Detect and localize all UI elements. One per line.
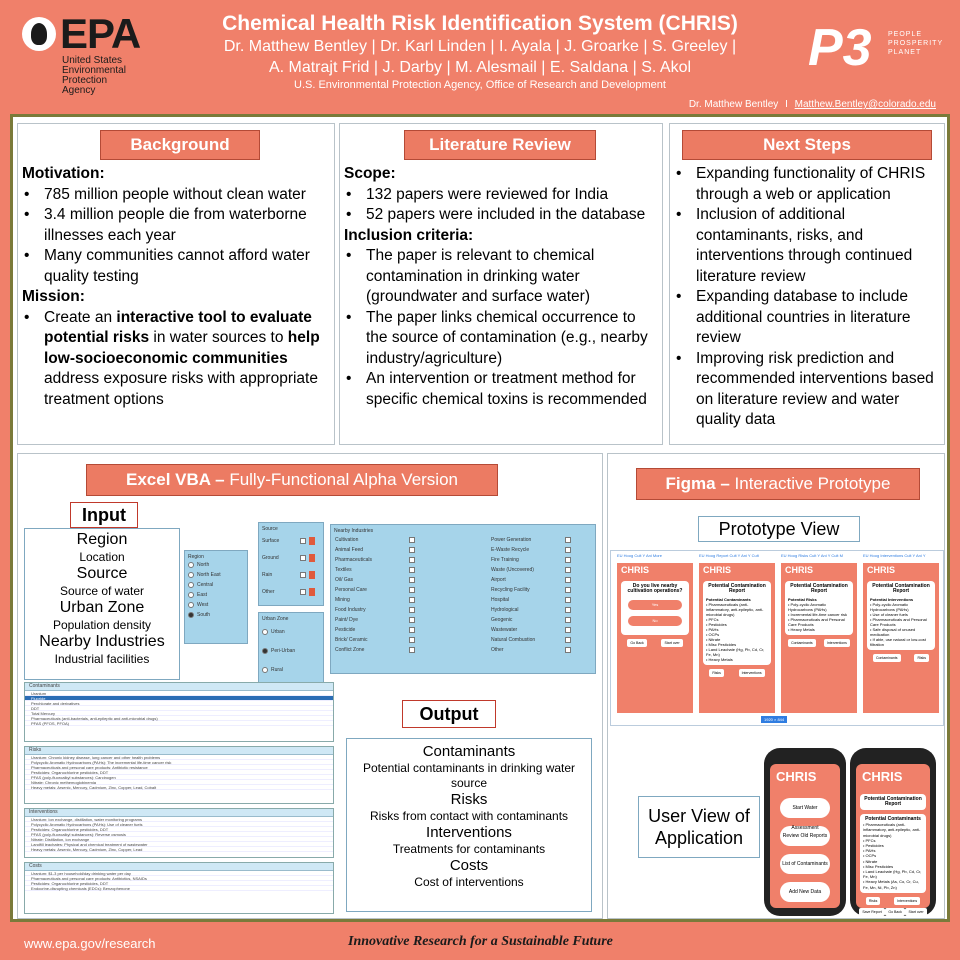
list-line[interactable]: Pharmaceuticals (anti-bacterials, anti-epileptic and anti-microbial drugs)	[25, 716, 333, 721]
scope-item: • 52 papers were included in the database	[344, 205, 660, 226]
next-step-item: • Expanding database to include additional countries in literature review	[674, 287, 942, 349]
list-line[interactable]: Polycyclic Aromatic Hydrocarbons (PAHs): The incremental life-time cancer risk	[25, 760, 333, 765]
prototype-screen: EU Hoog Cult Y Ani More CHRIS Do you live nearby cultivation operations? Yes No Go Back Start over	[617, 563, 693, 713]
industry-option[interactable]: Wastewater	[491, 625, 591, 635]
output-label: Output	[402, 700, 496, 728]
list-line[interactable]: Perchlorate and derivatives	[25, 701, 333, 706]
excel-panel	[17, 453, 603, 919]
interventions-list-form: Interventions Uranium: Ion exchange, distillation, water monitoring programs Polycyclic Aromatic Hydrocarbons (PAHs): Use of cleaner fuels Pesticides: Organochlorine pesticides, DDT PFAS (poly-fluoroalkyl substances): Reverse osmosis Nitrate: Distillation, ion exchange Landfill leachates: Physical and chemical treatment of wastewater Heavy metals: Arsenic, Mercury, Cadmium, Zinc, Copper, Lead	[24, 808, 334, 858]
industry-option[interactable]: Food Industry	[335, 605, 463, 615]
list-line[interactable]: PFAS (PFOS, PFOA)	[25, 721, 333, 726]
next-step-item: • Expanding functionality of CHRIS through a web or application	[674, 164, 942, 205]
start-assessment-button[interactable]: Start Water	[780, 798, 830, 818]
mission-heading: Mission:	[22, 288, 85, 305]
inclusion-item: • The paper is relevant to chemical contamination in drinking water (groundwater and surface water)	[344, 246, 660, 308]
contact-name: Dr. Matthew Bentley	[688, 99, 779, 110]
prototype-answer-button[interactable]: Yes	[628, 600, 682, 610]
review-reports-button[interactable]: Review Old Reports	[780, 826, 830, 846]
inclusion-item: • The paper links chemical occurrence to the source of contamination (e.g., nearby industry/agriculture)	[344, 308, 660, 370]
size-badge: 1920 × 844	[761, 716, 787, 723]
industry-option[interactable]: Airport	[491, 575, 591, 585]
phone-mockup-home: CHRIS Start Water Review Old Reports List of Contaminants Add New Data	[764, 748, 846, 916]
next-step-item: • Inclusion of additional contaminants, risks, and interventions through continued literature review	[674, 205, 942, 287]
list-line[interactable]: Polycyclic Aromatic Hydrocarbons (PAHs): Use of cleaner fuels	[25, 822, 333, 827]
source-option[interactable]: Ground	[262, 549, 320, 566]
contaminants-list-form: Contaminants Uranium Fluoride Perchlorate and derivatives DDT Total Mercury Pharmaceuticals (anti-bacterials, anti-epileptic and anti-microbial drugs) PFAS (PFOS, PFOA)	[24, 682, 334, 742]
list-line[interactable]: Pesticides: Organochlorine pesticides, DDT	[25, 881, 333, 886]
list-line[interactable]: Nitrate: Chronic methemoglobinemia	[25, 780, 333, 785]
excel-title: Excel VBA – Fully-Functional Alpha Version	[86, 464, 498, 496]
list-line[interactable]: Pharmaceuticals and personal care products: Antibiotics, NSAIDs	[25, 876, 333, 881]
industry-option[interactable]: Hospital	[491, 595, 591, 605]
footer-url[interactable]: www.epa.gov/research	[24, 936, 156, 951]
list-line[interactable]: Pesticides: Organochlorine pesticides, DDT	[25, 770, 333, 775]
figma-panel	[607, 453, 945, 919]
industry-option[interactable]: E-Waste Recycle	[491, 545, 591, 555]
prototype-screen: EU Hoog Risks Cult Y Ani Y Cult M CHRIS Potential Contamination Report Potential Risks • Poly-cyclic Aromatic Hydrocarbons (PAHs) • Incremental life-time cancer risk • Pharmaceuticals and Personal Care Products • Heavy Metals Contaminants Interventions	[781, 563, 857, 713]
list-line[interactable]: Heavy metals: Arsenic, Mercury, Cadmium, Zinc, Copper, Lead	[25, 847, 333, 852]
list-line[interactable]: Total Mercury	[25, 711, 333, 716]
epa-subtitle: United States Environmental Protection Agency	[62, 55, 126, 96]
industry-option[interactable]: Pesticide	[335, 625, 463, 635]
poster-body	[10, 114, 950, 922]
list-line[interactable]: Nitrate: Distillation, ion exchange	[25, 837, 333, 842]
list-line[interactable]: Fluoride	[25, 696, 333, 701]
list-line[interactable]: Endocrine-disrupting chemicals (EDCs): Benzophenone	[25, 886, 333, 891]
poster-title: Chemical Health Risk Identification System (CHRIS)	[222, 12, 738, 35]
region-option[interactable]: North East	[188, 570, 244, 580]
input-label: Input	[70, 502, 138, 528]
mission-item: • Create an interactive tool to evaluate potential risks in water sources to help low-socioeconomic communities address exposure risks with appropriate treatment options	[22, 308, 334, 411]
industry-option[interactable]: Mining	[335, 595, 463, 605]
motivation-item: • 3.4 million people die from waterborne illnesses each year	[22, 205, 334, 246]
scope-heading: Scope:	[344, 165, 396, 182]
add-data-button[interactable]: Add New Data	[780, 882, 830, 902]
footer	[0, 922, 960, 960]
industry-option[interactable]: Fire Training	[491, 555, 591, 565]
urban-zone-form: Urban Zone Urban Peri-Urban Rural	[258, 612, 324, 698]
zone-option[interactable]: Peri-Urban	[262, 641, 320, 660]
prototype-screen: EU Hoog Report Cult Y Ani Y Cult CHRIS Potential Contamination Report Potential Contaminants • Pharmaceuticals (anti-inflammatory, anti-epileptic, anti-microbial drugs) • PFCs • Pesticides • PAHs • OCPs • Nitrate • Misc Pesticides • Land Leachate (Hg, Pb, Cd, Cr, Fe, Mn) • Heavy Metals Risks Interventions	[699, 563, 775, 713]
zone-option[interactable]: Rural	[262, 660, 320, 679]
p3-logo: P3 PEOPLE PROSPERITY PLANET	[808, 19, 943, 77]
industry-option[interactable]: Conflict Zone	[335, 645, 463, 655]
epa-logo: EPA United States Environmental Protection Agency	[22, 14, 142, 86]
risks-list-form: Risks Uranium: Chronic kidney disease, lung cancer and other health problems Polycyclic Aromatic Hydrocarbons (PAHs): The incremental life-time cancer risk Pharmaceuticals and personal care products: Antibiotic resistance Pesticides: Organochlorine pesticides, DDT PFAS (poly-fluoroalkyl substances): Carcinogen Nitrate: Chronic methemoglobinemia Heavy metals: Arsenic, Mercury, Cadmium, Zinc, Copper, Lead, Cobalt	[24, 746, 334, 804]
industry-option[interactable]: Hydrological	[491, 605, 591, 615]
affiliation: U.S. Environmental Protection Agency, Office of Research and Development	[294, 79, 666, 91]
industry-option[interactable]: Textiles	[335, 565, 463, 575]
list-line[interactable]: Pharmaceuticals and personal care products: Antibiotic resistance	[25, 765, 333, 770]
authors-line-1: Dr. Matthew Bentley | Dr. Karl Linden | I. Ayala | J. Groarke | S. Greeley |	[223, 38, 737, 55]
region-option[interactable]: South	[188, 610, 244, 620]
literature-title: Literature Review	[404, 130, 596, 160]
industry-option[interactable]: Animal Feed	[335, 545, 463, 555]
source-form: Source Surface Ground Rain Other	[258, 522, 324, 606]
industry-option[interactable]: Brick/ Ceramic	[335, 635, 463, 645]
motivation-item: • Many communities cannot afford water quality testing	[22, 246, 334, 287]
motivation-item: • 785 million people without clean water	[22, 185, 334, 206]
region-option[interactable]: North	[188, 560, 244, 570]
zone-option[interactable]: Urban	[262, 622, 320, 641]
source-option[interactable]: Other	[262, 583, 320, 600]
list-line[interactable]: Landfill leachates: Physical and chemical treatment of wastewater	[25, 842, 333, 847]
next-steps-title: Next Steps	[682, 130, 932, 160]
inclusion-item: • An intervention or treatment method for specific chemical toxins is recommended	[344, 369, 660, 410]
next-step-item: • Improving risk prediction and recommended interventions based on literature review and water quality data	[674, 349, 942, 431]
header	[0, 0, 960, 98]
background-title: Background	[100, 130, 260, 160]
inclusion-heading: Inclusion criteria:	[344, 226, 474, 244]
source-option[interactable]: Rain	[262, 566, 320, 583]
costs-list-form: Costs Uranium: $1-3 per household/day drinking water per day Pharmaceuticals and personal care products: Antibiotics, NSAIDs Pesticides: Organochlorine pesticides, DDT Endocrine-disrupting chemicals (EDCs): Benzophenone	[24, 862, 334, 914]
list-line[interactable]: Uranium: Chronic kidney disease, lung cancer and other health problems	[25, 755, 333, 760]
industry-option[interactable]: Personal Care	[335, 585, 463, 595]
list-line[interactable]: Uranium	[25, 691, 333, 696]
list-line[interactable]: Pesticides: Organochlorine pesticides, DDT	[25, 827, 333, 832]
list-line[interactable]: Uranium: $1-3 per household/day drinking water per day	[25, 871, 333, 876]
footer-tagline: Innovative Research for a Sustainable Future	[348, 934, 613, 949]
industries-form: Nearby Industries Cultivation Animal Feed Pharmaceuticals Textiles Oil/ Gas Personal Care Mining Food Industry Paint/ Dye Pesticide Brick/ Ceramic Conflict Zone Power Generation E-Waste Recycle Fire Training Waste (Uncovered) Airport Recycling Facility Hospital Hydrological Geogenic Wastewater Natural Combustion Other	[330, 524, 596, 674]
prototype-view-label: Prototype View	[698, 516, 860, 542]
literature-panel	[339, 123, 663, 445]
list-line[interactable]: PFAS (poly-fluoroalkyl substances): Carcinogen	[25, 775, 333, 780]
industry-option[interactable]: Cultivation	[335, 535, 463, 545]
industry-option[interactable]: Recycling Facility	[491, 585, 591, 595]
contact-bar: Dr. Matthew Bentley I Matthew.Bentley@colorado.edu	[0, 98, 960, 114]
region-option[interactable]: Central	[188, 580, 244, 590]
next-steps-panel	[669, 123, 945, 445]
prototype-board	[610, 550, 944, 726]
input-box: Region Location Source Source of water Urban Zone Population density Nearby Industries Industrial facilities	[24, 528, 180, 680]
background-panel	[17, 123, 335, 445]
region-option[interactable]: West	[188, 600, 244, 610]
industry-option[interactable]: Pharmaceuticals	[335, 555, 463, 565]
region-option[interactable]: East	[188, 590, 244, 600]
phone-mockup-report: CHRIS Potential Contamination Report Potential Contaminants • Pharmaceuticals (anti-inflammatory, anti-epileptic, anti-microbial drugs) • PFCs • Pesticides • PAHs • OCPs • Nitrate • Misc Pesticides • Land Leachate (Hg, Pb, Cd, Cr, Fe, Mn) • Heavy Metals (As, Co, Cr, Cu, Fe, Mn, Ni, Pb, Zn) Risks Interventions Save Report Go Back Start over	[850, 748, 936, 916]
contact-email-link[interactable]: Matthew.Bentley@colorado.edu	[794, 99, 936, 110]
epa-flower-icon	[22, 17, 56, 51]
user-view-label: User View of Application	[638, 796, 760, 858]
motivation-heading: Motivation:	[22, 165, 105, 182]
industry-option[interactable]: Paint/ Dye	[335, 615, 463, 625]
figma-title: Figma – Interactive Prototype	[636, 468, 920, 500]
scope-item: • 132 papers were reviewed for India	[344, 185, 660, 206]
industry-option[interactable]: Geogenic	[491, 615, 591, 625]
output-box: Contaminants Potential contaminants in drinking water source Risks Risks from contact with contaminants Interventions Treatments for contaminants Costs Cost of interventions	[346, 738, 592, 912]
industry-option[interactable]: Oil/ Gas	[335, 575, 463, 585]
list-line[interactable]: Heavy metals: Arsenic, Mercury, Cadmium, Zinc, Copper, Lead, Cobalt	[25, 785, 333, 790]
region-form: Region North North East Central East West South	[184, 550, 248, 644]
prototype-screen: EU Hoog Interventions Cult Y Ani Y CHRIS Potential Contamination Report Potential Interventions • Poly-cyclic Aromatic Hydrocarbons (PAHs) • Use of cleaner fuels • Pharmaceuticals and Personal Care Products • Safe disposal of unused medication • If able, use natural or low-cost filtration Contaminants Risks	[863, 563, 939, 713]
list-line[interactable]: PFAS (poly-fluoroalkyl substances): Reverse osmosis	[25, 832, 333, 837]
industry-option[interactable]: Waste (Uncovered)	[491, 565, 591, 575]
list-line[interactable]: DDT	[25, 706, 333, 711]
list-contaminants-button[interactable]: List of Contaminants	[780, 854, 830, 874]
authors-line-2: A. Matrajt Frid | J. Darby | M. Alesmail | E. Saldana | S. Akol	[268, 59, 692, 76]
list-line[interactable]: Uranium: Ion exchange, distillation, water monitoring programs	[25, 817, 333, 822]
source-option[interactable]: Surface	[262, 532, 320, 549]
prototype-answer-button[interactable]: No	[628, 616, 682, 626]
industry-option[interactable]: Other	[491, 645, 591, 655]
industry-option[interactable]: Natural Combustion	[491, 635, 591, 645]
industry-option[interactable]: Power Generation	[491, 535, 591, 545]
